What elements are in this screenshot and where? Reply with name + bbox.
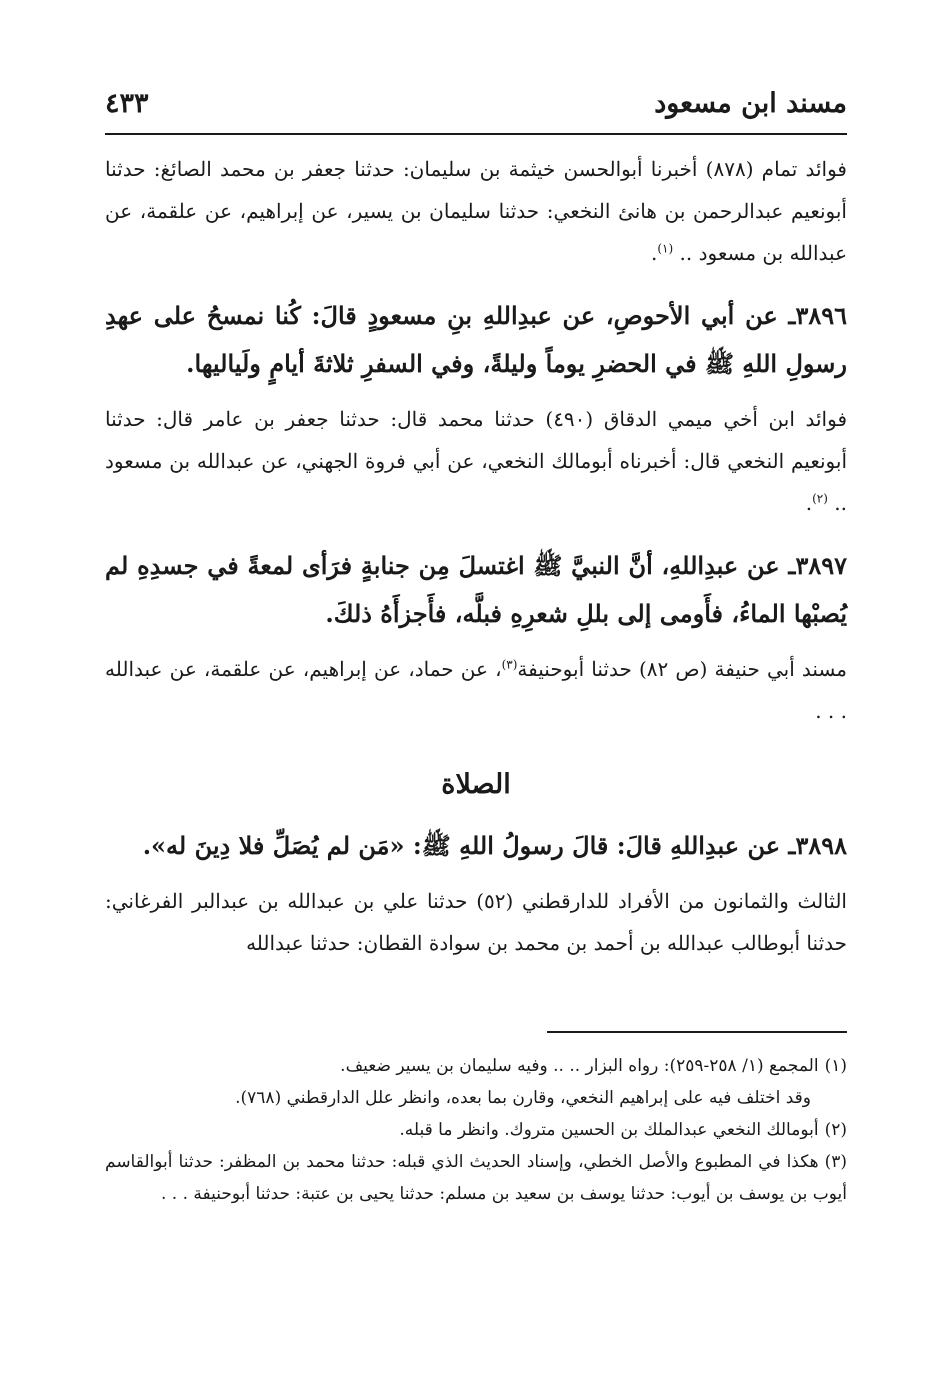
footnote-text: هكذا في المطبوع والأصل الخطي، وإسناد الحديث الذي قبله: حدثنا محمد بن المظفر: حدثنا أبوالقاسم أيوب بن يوسف بن أيوب: حدثنا يوسف بن سعيد بن مسلم: حدثنا يحيى بن عتبة: حدثنا أبوحنيفة . . . bbox=[105, 1152, 847, 1204]
footnote-number: (٢) bbox=[824, 1120, 847, 1140]
section-title: الصلاة bbox=[441, 769, 511, 800]
source-citation: الثالث والثمانون من الأفراد للدارقطني (٥٢) حدثنا علي بن عبدالله بن عبدالبر الفرغاني: حدثنا أبوطالب عبدالله بن أحمد بن محمد بن سوادة القطان: حدثنا عبدالله bbox=[105, 889, 847, 955]
main-text bbox=[105, 148, 847, 982]
footnote-ref[interactable]: (٣) bbox=[501, 657, 518, 672]
hadith-3896: ٣٨٩٦ـ عن أبي الأحوصِ، عن عبدِاللهِ بنِ مسعودٍ قالَ: كُنا نمسحُ على عهدِ رسولِ اللهِ ﷺ في الحضرِ يوماً وليلةً، وفي السفرِ ثلاثةَ أيامٍ ولَياليها. bbox=[105, 301, 847, 378]
footnote-ref[interactable]: (٢) bbox=[812, 491, 828, 506]
book-title: مسند ابن مسعود bbox=[654, 88, 847, 119]
header-rule bbox=[105, 133, 847, 135]
source-end: . bbox=[805, 491, 813, 515]
footnote-text: المجمع (١/ ٢٥٨-٢٥٩): رواه البزار .. .. وفيه سليمان بن يسير ضعيف. bbox=[340, 1056, 819, 1076]
footnote-number: (١) bbox=[824, 1056, 847, 1076]
footnote-text: أبومالك النخعي عبدالملك بن الحسين متروك. وانظر ما قبله. bbox=[399, 1120, 819, 1140]
footnote-2 bbox=[105, 1114, 847, 1146]
source-text: فوائد تمام (٨٧٨) أخبرنا أبوالحسن خيثمة بن سليمان: حدثنا جعفر بن محمد الصائغ: حدثنا أبونعيم عبدالرحمن بن هانئ النخعي: حدثنا سليمان بن يسير، عن إبراهيم، عن علقمة، عن عبدالله بن مسعود .. bbox=[105, 157, 847, 265]
source-citation bbox=[105, 148, 847, 274]
source-citation bbox=[105, 398, 847, 524]
footnote-ref[interactable]: (١) bbox=[657, 241, 674, 256]
source-text: فوائد ابن أخي ميمي الدقاق (٤٩٠) حدثنا محمد قال: حدثنا جعفر بن عامر قال: حدثنا أبونعيم النخعي قال: أخبرناه أبومالك النخعي، عن أبي فروة الجهني، عن عبدالله بن مسعود .. bbox=[105, 407, 848, 515]
footnote-1-continued: وقد اختلف فيه على إبراهيم النخعي، وقارن بما بعده، وانظر علل الدارقطني (٧٦٨). bbox=[235, 1088, 811, 1108]
footnote-1 bbox=[105, 1050, 847, 1082]
hadith-3898: ٣٨٩٨ـ عن عبدِاللهِ قالَ: قالَ رسولُ اللهِ ﷺ: «مَن لم يُصَلِّ فلا دِينَ له». bbox=[142, 831, 847, 860]
source-text: مسند أبي حنيفة (ص ٨٢) حدثنا أبوحنيفة bbox=[517, 657, 847, 681]
footnote-number: (٣) bbox=[824, 1152, 847, 1172]
hadith-3897: ٣٨٩٧ـ عن عبدِاللهِ، أنَّ النبيَّ ﷺ اغتسلَ مِن جنابةٍ فرَأى لمعةً في جسدِهِ لم يُصبْها الماءُ، فأَومى إلى بللِ شعرِهِ فبلَّه، فأَجزأَهُ ذلكَ. bbox=[105, 551, 847, 628]
source-citation bbox=[105, 648, 847, 732]
running-header bbox=[105, 86, 847, 130]
footnote-3 bbox=[105, 1146, 847, 1210]
source-text-after: ، عن حماد، عن إبراهيم، عن علقمة، عن عبدالله . . . bbox=[105, 657, 847, 723]
footnotes bbox=[105, 1050, 847, 1210]
source-end: . bbox=[650, 241, 658, 265]
footnote-rule bbox=[547, 1031, 847, 1033]
page-number: ٤٣٣ bbox=[105, 88, 149, 119]
